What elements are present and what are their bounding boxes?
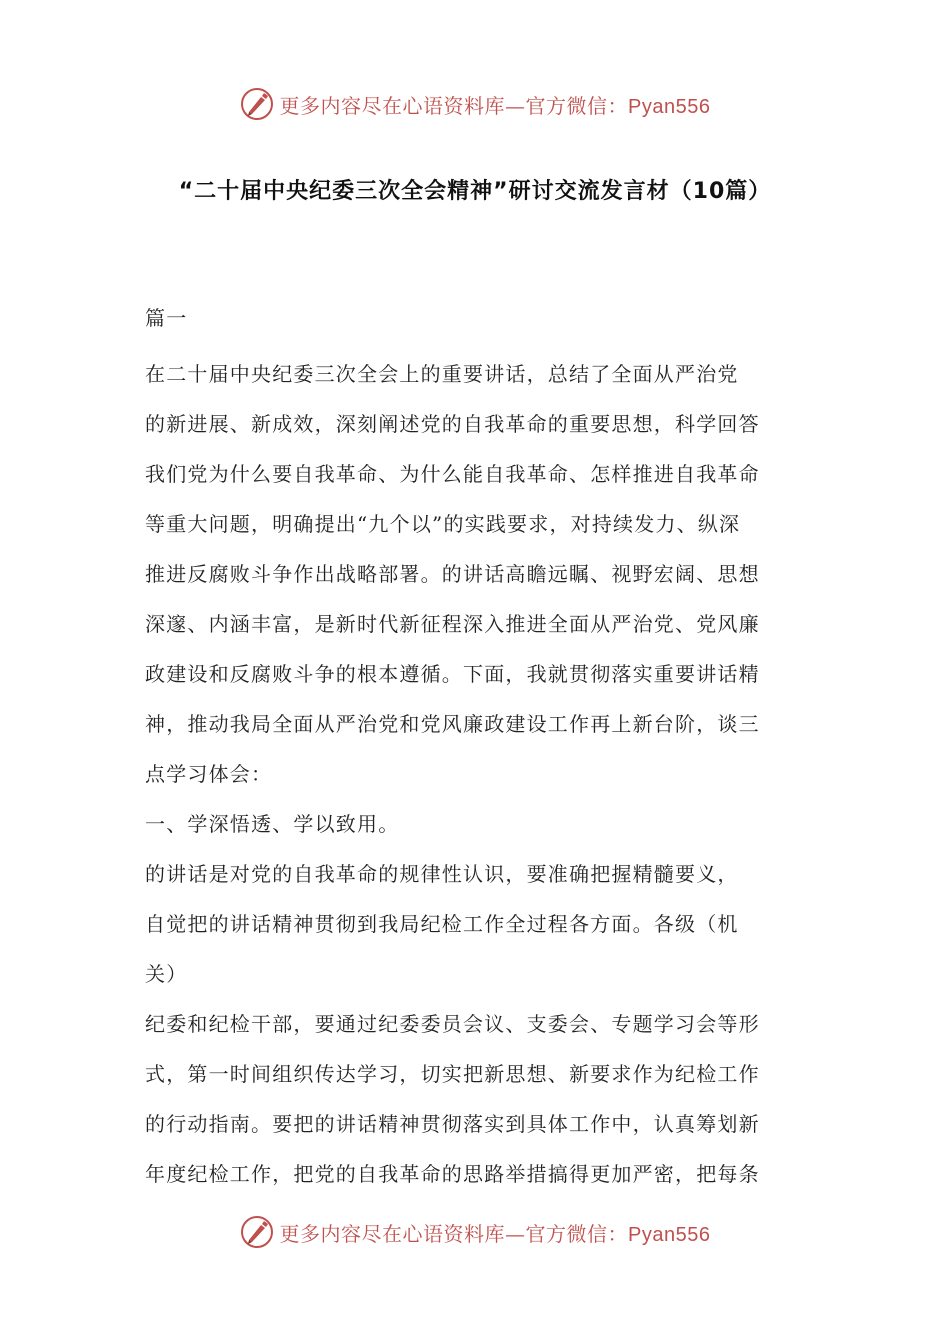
paragraph-line: 的行动指南。要把的讲话精神贯彻落实到具体工作中，认真筹划新: [145, 1112, 760, 1136]
paragraph-line: 推进反腐败斗争作出战略部署。的讲话高瞻远瞩、视野宏阔、思想: [145, 562, 760, 586]
paragraph-line: 的新进展、新成效，深刻阐述党的自我革命的重要思想，科学回答: [145, 412, 760, 436]
paragraph-line: 深邃、内涵丰富，是新时代新征程深入推进全面从严治党、党风廉: [145, 612, 760, 636]
paragraph-line: 关）: [145, 962, 188, 986]
paragraph-line: 我们党为什么要自我革命、为什么能自我革命、怎样推进自我革命: [145, 462, 760, 486]
paragraph-line: 等重大问题，明确提出“九个以”的实践要求，对持续发力、纵深: [145, 512, 741, 536]
document-body: [145, 298, 825, 1204]
paragraph-line: 式，第一时间组织传达学习，切实把新思想、新要求作为纪检工作: [145, 1062, 760, 1086]
paragraph-line: 政建设和反腐败斗争的根本遵循。下面，我就贯彻落实重要讲话精: [145, 662, 760, 686]
footer-banner: [0, 1212, 950, 1252]
paragraph-line: 神，推动我局全面从严治党和党风廉政建设工作再上新台阶，谈三: [145, 712, 760, 736]
header-banner: [0, 84, 950, 124]
paragraph-line: 年度纪检工作，把党的自我革命的思路举措搞得更加严密，把每条: [145, 1162, 760, 1186]
header-banner-text: 更多内容尽在心语资料库—官方微信：Pyan556: [279, 93, 711, 118]
paragraph-line: 点学习体会：: [145, 762, 273, 786]
paragraph-line: 的讲话是对党的自我革命的规律性认识，要准确把握精髓要义，: [145, 862, 739, 886]
document-title: “二十届中央纪委三次全会精神”研讨交流发言材（10篇）: [178, 179, 772, 204]
paragraph-line: 纪委和纪检干部，要通过纪委委员会议、支委会、专题学习会等形: [145, 1012, 760, 1036]
footer-banner-text: 更多内容尽在心语资料库—官方微信：Pyan556: [279, 1221, 711, 1246]
pen-nib-logo-icon: [240, 87, 274, 121]
section-heading: 篇一: [145, 306, 188, 330]
subsection-heading: 一、学深悟透、学以致用。: [145, 812, 400, 836]
paragraph-line: 在二十届中央纪委三次全会上的重要讲话，总结了全面从严治党: [145, 362, 739, 386]
paragraph-line: 自觉把的讲话精神贯彻到我局纪检工作全过程各方面。各级（机: [145, 912, 739, 936]
pen-nib-logo-icon: [240, 1215, 274, 1249]
